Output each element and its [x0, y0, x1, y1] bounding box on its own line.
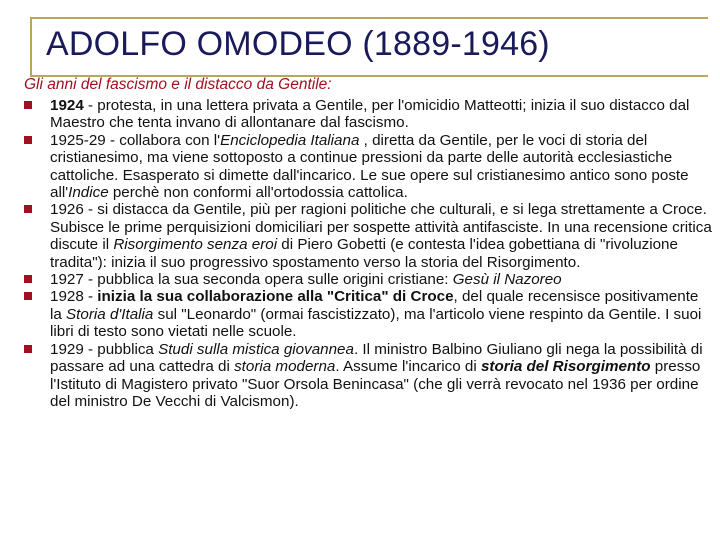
list-item-1924: [24, 97, 714, 132]
list-item-1928: [24, 288, 714, 340]
work-title: Indice: [68, 184, 109, 202]
work-title: storia moderna: [234, 358, 336, 376]
list-item-1929: [24, 341, 714, 411]
square-bullet-icon: [24, 345, 32, 353]
item-text: di Piero Gobetti (e contesta l'idea gobettiana di "rivoluzione tradita"): inizia il suo progressivo spostamento verso la storia del Risorgimento.: [50, 236, 678, 271]
section-subtitle: Gli anni del fascismo e il distacco da Gentile:: [24, 76, 332, 93]
year-label: 1924: [50, 97, 84, 114]
square-bullet-icon: [24, 275, 32, 283]
item-text: 1927 - pubblica la sua seconda opera sulle origini cristiane:: [50, 271, 453, 289]
square-bullet-icon: [24, 101, 32, 109]
list-item-1925-29: [24, 132, 714, 202]
item-text: 1928 -: [50, 288, 98, 306]
highlighted-text: inizia la sua collaborazione alla "Critica" di Croce: [97, 288, 454, 306]
item-text: presso l'Istituto di Magistero privato "Suor Orsola Benincasa" (che gli verrà revocato nel 1936 per ordine del ministro De Vecchi di Valcismon).: [50, 358, 701, 410]
page-title: ADOLFO OMODEO (1889-1946): [46, 25, 550, 63]
work-title: Studi sulla mistica giovannea: [158, 340, 354, 358]
work-title: storia del Risorgimento: [480, 358, 651, 376]
item-text: perchè non conformi all'ortodossia cattolica.: [108, 184, 408, 202]
timeline-list: [24, 97, 714, 410]
item-text: . Assume l'incarico di: [335, 358, 481, 376]
square-bullet-icon: [24, 136, 32, 144]
square-bullet-icon: [24, 205, 32, 213]
item-text: , diretta da Gentile, per le voci di storia del cristianesimo, ma viene sottoposto a continue pressioni da parte delle autorità ecclesiastiche cattoliche. Esasperato si dimette dall'incarico. Le sue opere sul cristianesimo antico sono poste all': [50, 131, 689, 202]
item-text: - protesta, in una lettera privata a Gentile, per l'omicidio Matteotti; inizia il suo distacco dal Maestro che tenta invano di allontanare dal fascismo.: [50, 97, 690, 132]
title-frame-top-rule: [30, 17, 708, 19]
title-frame-vertical-rule: [30, 17, 32, 77]
list-item-1926: [24, 201, 714, 271]
square-bullet-icon: [24, 292, 32, 300]
work-title: Risorgimento senza eroi: [113, 236, 278, 254]
item-text: 1929 - pubblica: [50, 340, 159, 358]
work-title: Storia d'Italia: [66, 305, 154, 323]
item-text: 1925-29 - collabora con l': [50, 131, 221, 149]
work-title: Gesù il Nazoreo: [452, 271, 562, 289]
item-text: sul "Leonardo" (ormai fascistizzato), ma l'articolo viene respinto da Gentile. I suoi libri di testo sono vietati nelle scuole.: [50, 305, 702, 341]
item-text: . Il ministro Balbino Giuliano gli nega la possibilità di passare ad una cattedra di: [50, 340, 703, 376]
list-item-1927: [24, 271, 714, 288]
item-text: 1926 - si distacca da Gentile, più per ragioni politiche che culturali, e si lega strettamente a Croce. Subisce le prime perquisizioni domiciliari per sospette attività antifasciste. In una recensione critica discute il: [50, 201, 712, 254]
work-title: Enciclopedia Italiana: [220, 131, 360, 149]
item-text: , del quale recensisce positivamente la: [50, 288, 699, 323]
